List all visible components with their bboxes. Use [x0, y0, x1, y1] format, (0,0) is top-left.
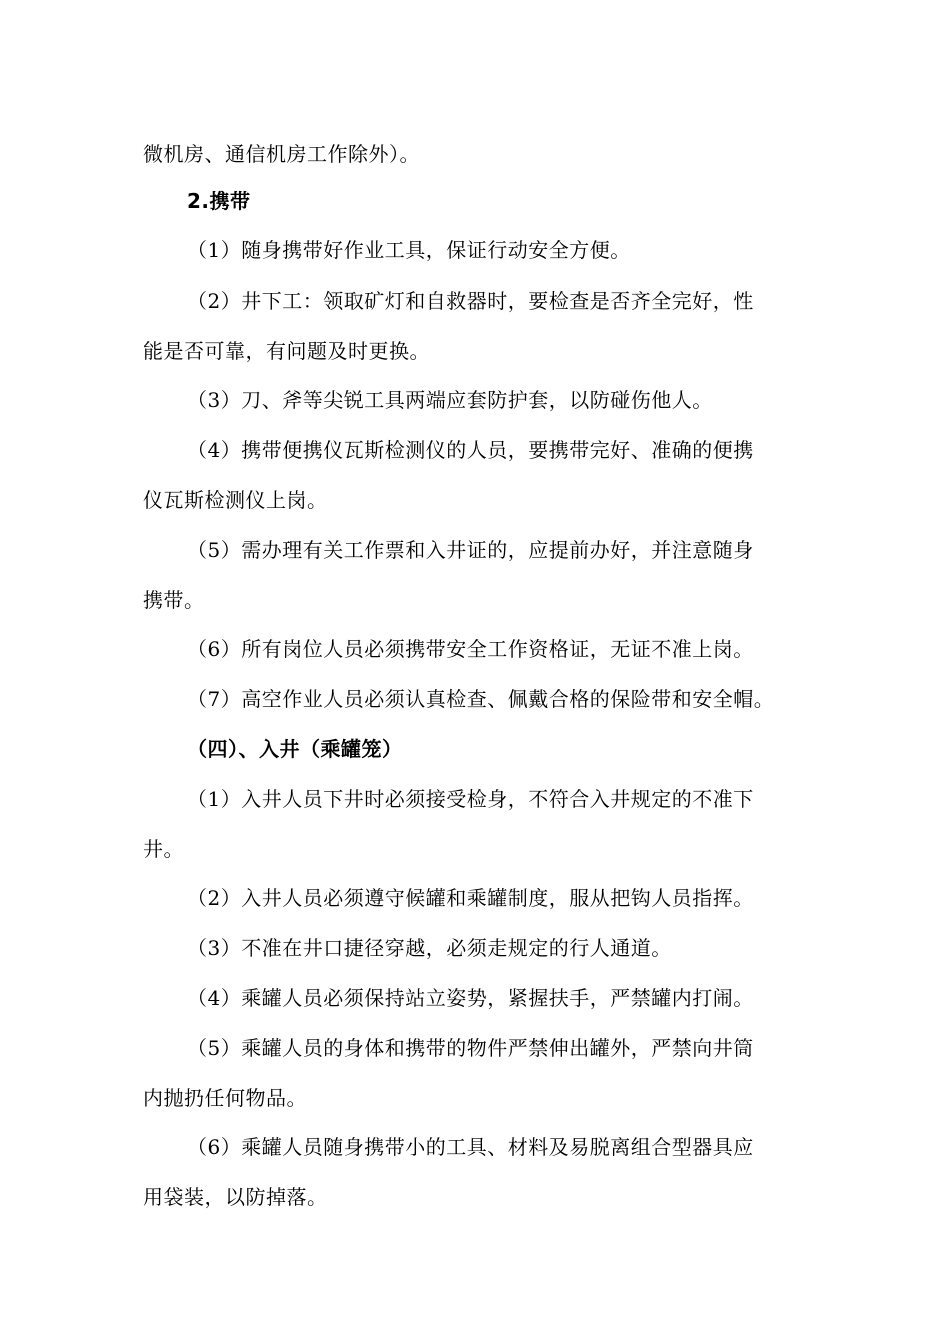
shaft-item-2: （2）入井人员必须遵守候罐和乘罐制度，服从把钩人员指挥。	[187, 886, 754, 910]
carry-item-3: （3）刀、斧等尖锐工具两端应套防护套，以防碰伤他人。	[187, 388, 713, 412]
carry-item-7: （7）高空作业人员必须认真检查、佩戴合格的保险带和安全帽。	[187, 687, 775, 711]
carry-item-2-line-1: （2）井下工：领取矿灯和自救器时，要检查是否齐全完好，性	[187, 289, 754, 313]
carry-item-1: （1）随身携带好作业工具，保证行动安全方便。	[187, 238, 631, 262]
paragraph-continuation: 微机房、通信机房工作除外）。	[143, 142, 420, 166]
carry-item-5-line-1: （5）需办理有关工作票和入井证的，应提前办好，并注意随身	[187, 538, 754, 562]
section-heading-carry: 2.携带	[187, 189, 251, 213]
carry-item-4-line-1: （4）携带便携仪瓦斯检测仪的人员，要携带完好、准确的便携	[187, 438, 754, 462]
section-heading-entering-shaft: （四）、入井（乘罐笼）	[187, 737, 403, 761]
shaft-item-6-line-1: （6）乘罐人员随身携带小的工具、材料及易脱离组合型器具应	[187, 1135, 754, 1159]
carry-item-2-line-2: 能是否可靠，有问题及时更换。	[143, 339, 430, 363]
shaft-item-3: （3）不准在井口捷径穿越，必须走规定的行人通道。	[187, 936, 672, 960]
shaft-item-1-line-1: （1）入井人员下井时必须接受检身，不符合入井规定的不准下	[187, 787, 754, 811]
shaft-item-4: （4）乘罐人员必须保持站立姿势，紧握扶手，严禁罐内打闹。	[187, 986, 754, 1010]
shaft-item-5-line-2: 内抛扔任何物品。	[143, 1086, 307, 1110]
shaft-item-1-line-2: 井。	[143, 837, 184, 861]
carry-item-4-line-2: 仪瓦斯检测仪上岗。	[143, 488, 328, 512]
shaft-item-6-line-2: 用袋装，以防掉落。	[143, 1185, 328, 1209]
carry-item-6: （6）所有岗位人员必须携带安全工作资格证，无证不准上岗。	[187, 637, 754, 661]
carry-item-5-line-2: 携带。	[143, 588, 205, 612]
shaft-item-5-line-1: （5）乘罐人员的身体和携带的物件严禁伸出罐外，严禁向井筒	[187, 1036, 754, 1060]
